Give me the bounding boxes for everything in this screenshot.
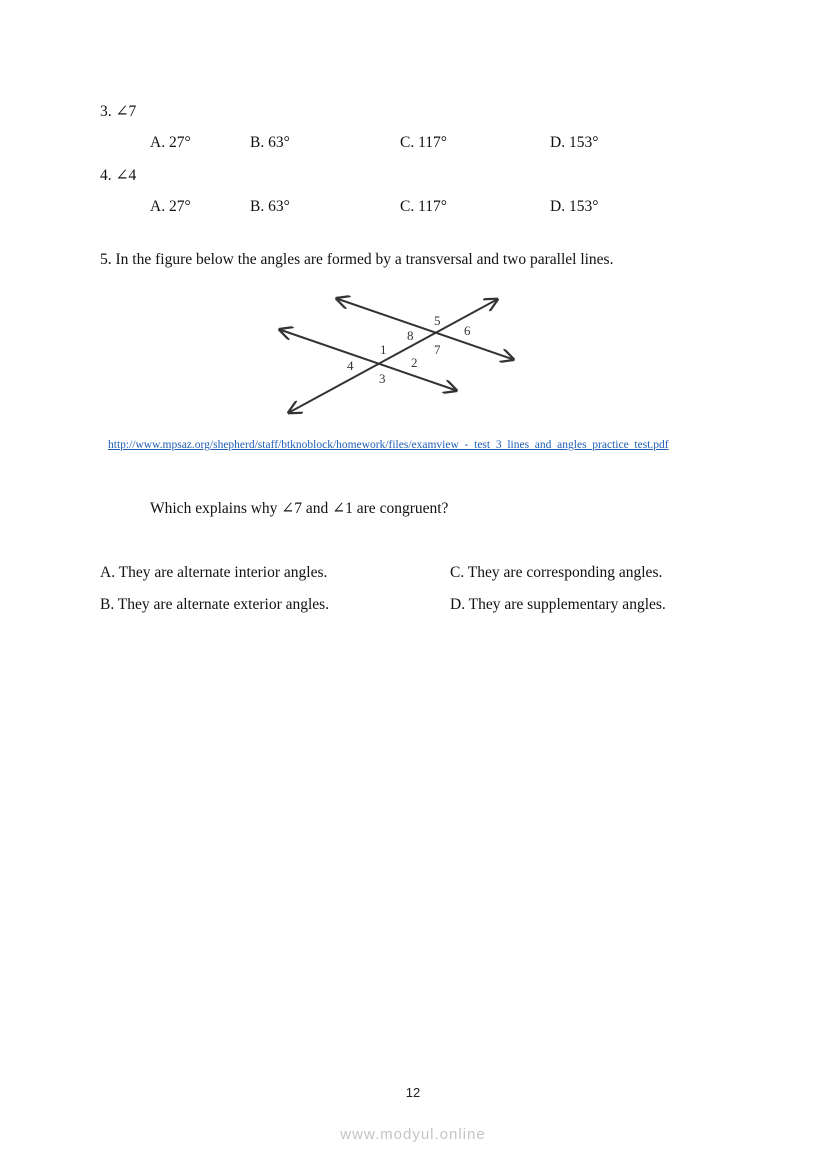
question-4-label: 4. ∠4 bbox=[100, 167, 137, 184]
angle-label-2: 2 bbox=[411, 355, 418, 370]
q3-option-a: A. 27° bbox=[150, 134, 191, 151]
q4-option-d: D. 153° bbox=[550, 198, 599, 215]
q3-option-d: D. 153° bbox=[550, 134, 599, 151]
q4-option-c: C. 117° bbox=[400, 198, 447, 215]
parallel-line-upper bbox=[338, 299, 512, 359]
q4-option-a: A. 27° bbox=[150, 198, 191, 215]
question-5-question: Which explains why ∠7 and ∠1 are congruent? bbox=[150, 500, 449, 517]
answer-option-a: A. They are alternate interior angles. bbox=[100, 564, 328, 581]
angle-label-1: 1 bbox=[380, 342, 387, 357]
question-3-label: 3. ∠7 bbox=[100, 103, 137, 120]
watermark: www.modyul.online bbox=[340, 1126, 486, 1143]
source-link[interactable]: http://www.mpsaz.org/shepherd/staff/btknoblock/homework/files/examview_-_test_3_lines_and_angles_practice_test.pdf bbox=[108, 439, 669, 451]
transversal-line bbox=[290, 300, 496, 412]
angle-label-5: 5 bbox=[434, 313, 441, 328]
parallel-line-lower bbox=[281, 330, 455, 390]
q3-option-c: C. 117° bbox=[400, 134, 447, 151]
answer-option-b: B. They are alternate exterior angles. bbox=[100, 596, 330, 613]
question-5-prompt: 5. In the figure below the angles are formed by a transversal and two parallel lines. bbox=[100, 251, 614, 268]
angle-label-8: 8 bbox=[407, 328, 414, 343]
angle-label-7: 7 bbox=[434, 342, 441, 357]
page-number: 12 bbox=[405, 1085, 421, 1100]
angle-label-4: 4 bbox=[347, 358, 354, 373]
angle-label-6: 6 bbox=[464, 323, 471, 338]
parallel-lines-figure bbox=[270, 290, 530, 425]
answer-option-d: D. They are supplementary angles. bbox=[450, 596, 666, 613]
answer-option-c: C. They are corresponding angles. bbox=[450, 564, 663, 581]
angle-label-3: 3 bbox=[379, 371, 386, 386]
q3-option-b: B. 63° bbox=[250, 134, 290, 151]
q4-option-b: B. 63° bbox=[250, 198, 290, 215]
